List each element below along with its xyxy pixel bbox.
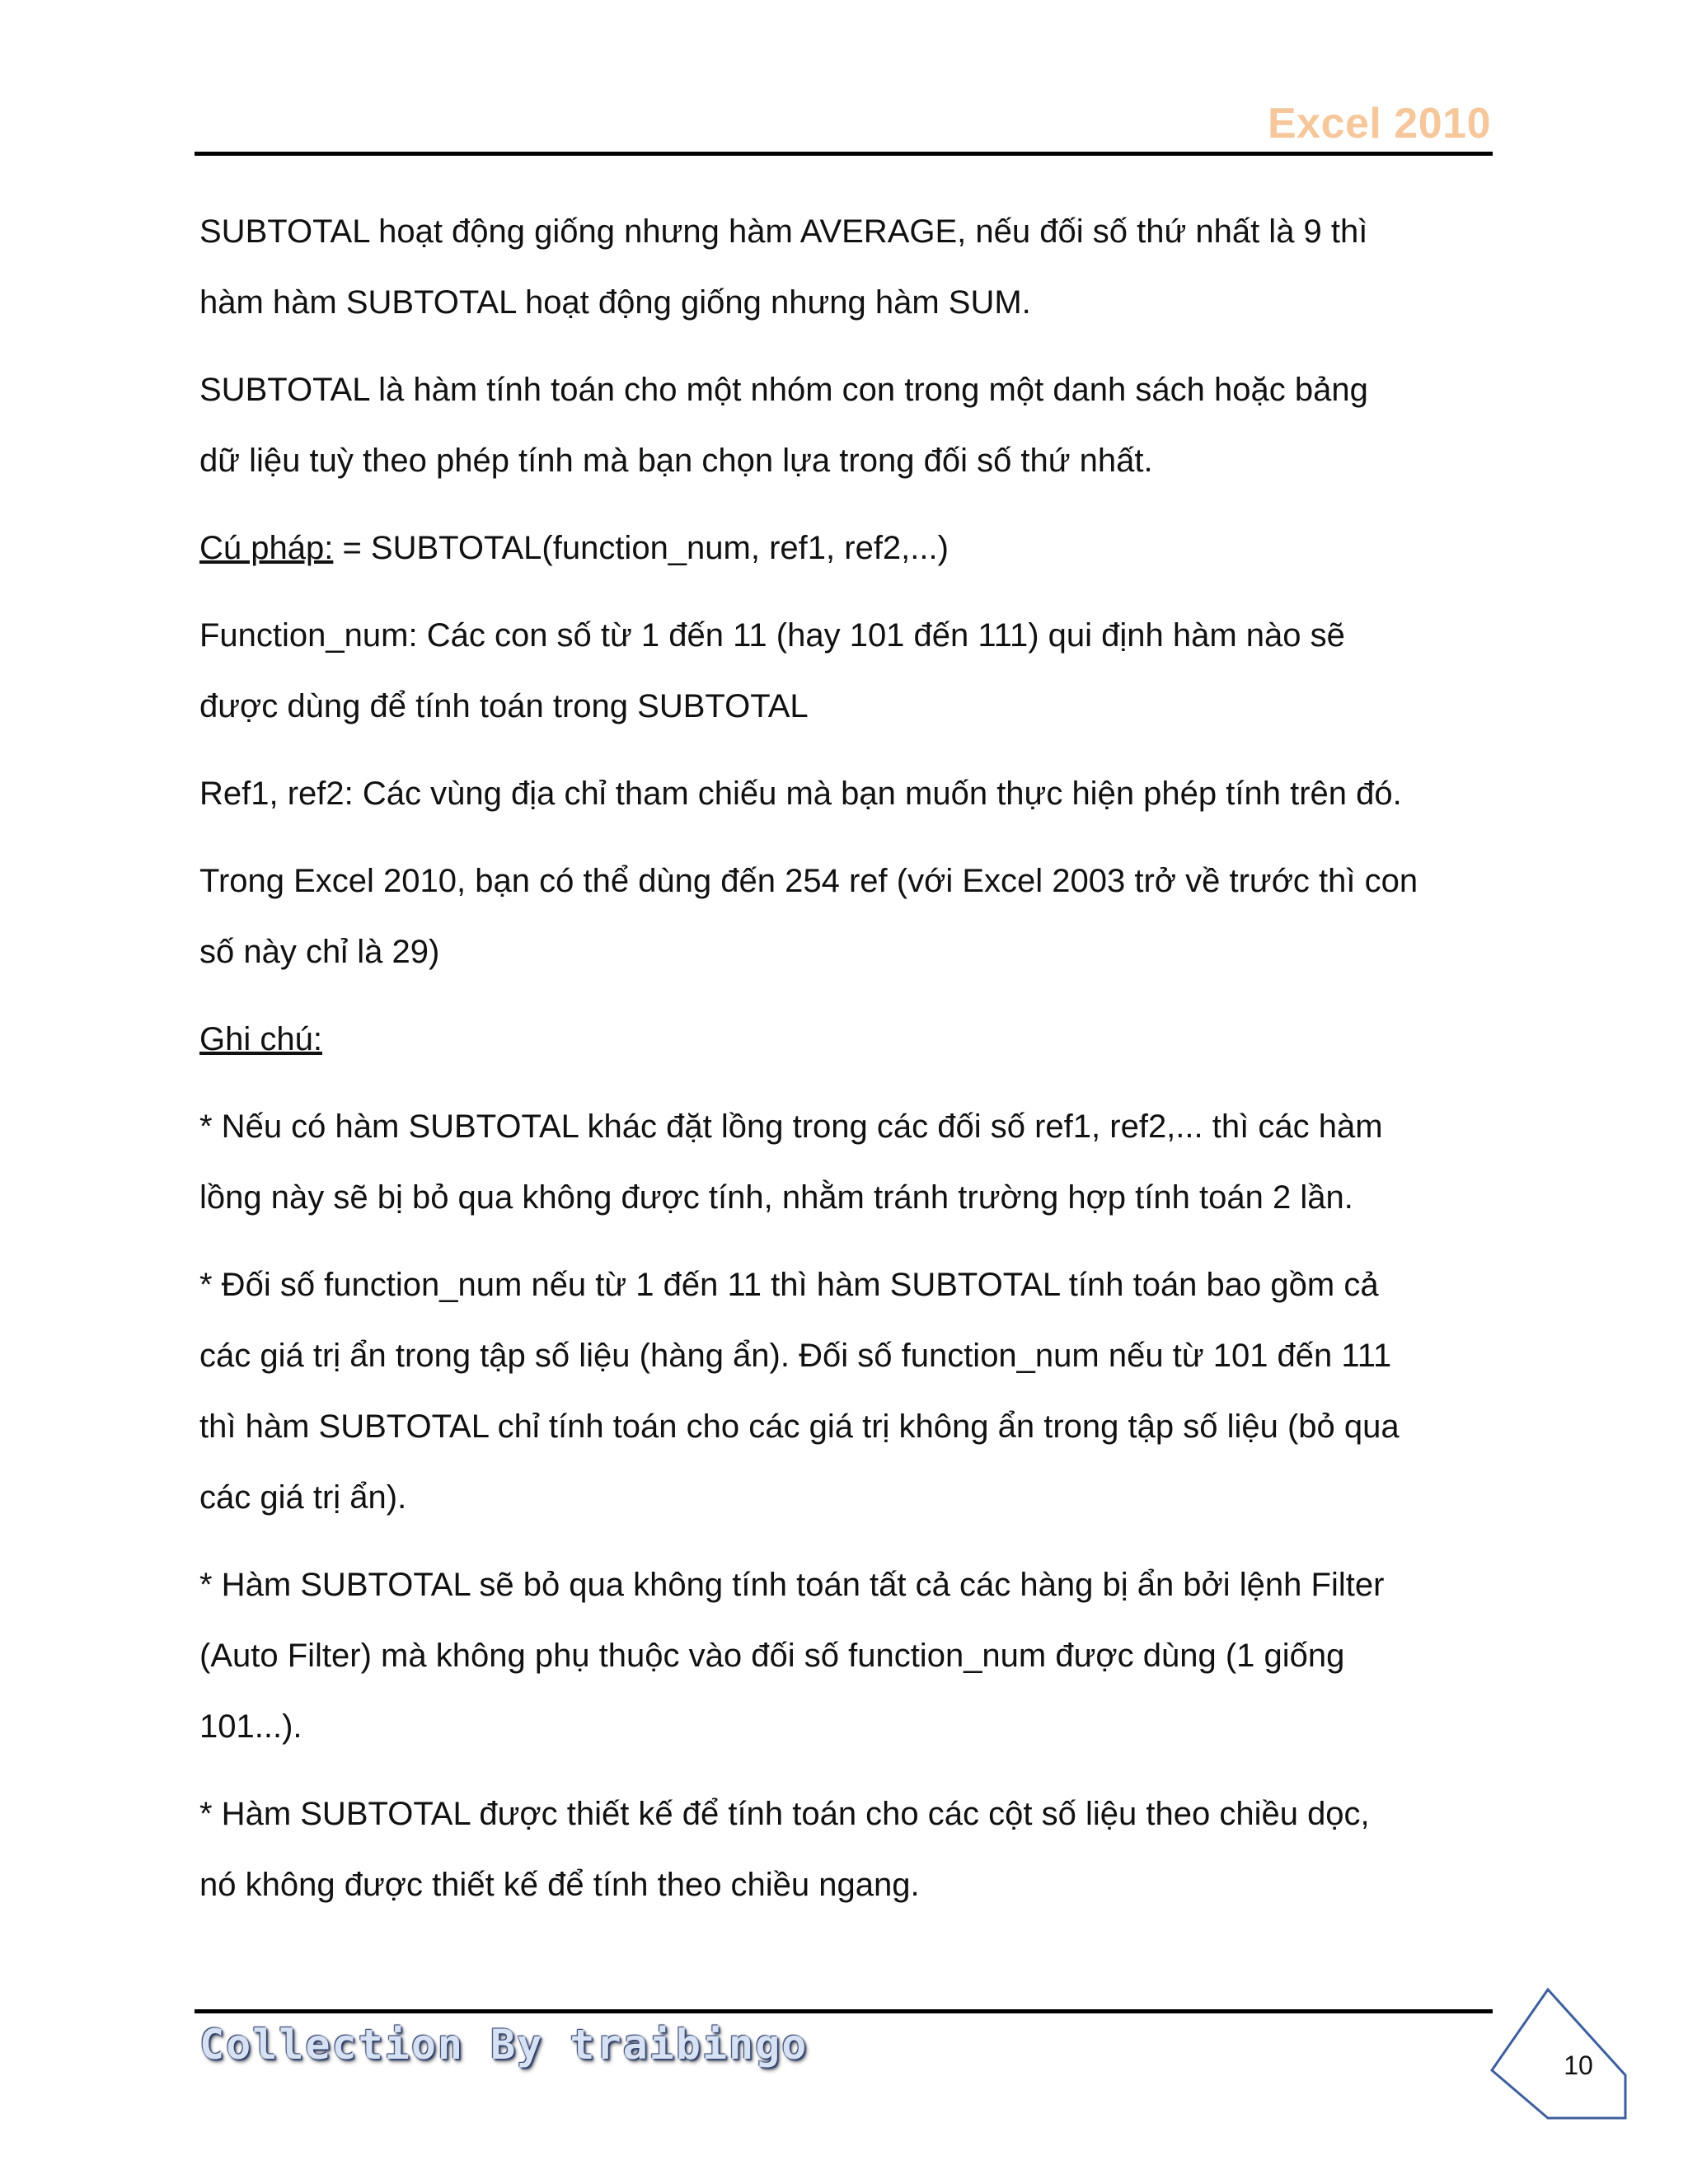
syntax-label: Cú pháp: — [199, 530, 334, 566]
paragraph-subtotal-average — [199, 196, 1502, 338]
text-line: dữ liệu tuỳ theo phép tính mà bạn chọn lựa trong đối số thứ nhất. — [199, 443, 1153, 479]
text-line: * Đối số function_num nếu từ 1 đến 11 thì hàm SUBTOTAL tính toán bao gồm cả — [199, 1267, 1379, 1303]
paragraph-notes-heading — [199, 1004, 1502, 1075]
header-divider — [195, 152, 1493, 156]
paragraph-refs — [199, 758, 1502, 829]
text-line: (Auto Filter) mà không phụ thuộc vào đối số function_num được dùng (1 giống — [199, 1638, 1345, 1674]
note-vertical — [199, 1779, 1502, 1920]
text-line: Function_num: Các con số từ 1 đến 11 (hay 101 đến 111) qui định hàm nào sẽ — [199, 617, 1345, 654]
paragraph-ref-limit — [199, 846, 1502, 987]
paragraph-syntax — [199, 513, 1502, 583]
page-number: 10 — [1564, 2050, 1593, 2080]
paragraph-subtotal-definition — [199, 354, 1502, 496]
text-line: SUBTOTAL hoạt động giống nhưng hàm AVERAGE, nếu đối số thứ nhất là 9 thì — [199, 213, 1368, 250]
note-filter — [199, 1549, 1502, 1762]
text-line: các giá trị ẩn). — [199, 1479, 407, 1516]
body-text — [199, 196, 1502, 1937]
text-line: thì hàm SUBTOTAL chỉ tính toán cho các giá trị không ẩn trong tập số liệu (bỏ qua — [199, 1408, 1400, 1445]
text-line: được dùng để tính toán trong SUBTOTAL — [199, 688, 809, 724]
note-nested-subtotal — [199, 1091, 1502, 1233]
text-line: hàm hàm SUBTOTAL hoạt động giống nhưng hàm SUM. — [199, 284, 1031, 321]
text-line: Trong Excel 2010, bạn có thể dùng đến 254 ref (với Excel 2003 trở về trước thì con — [199, 863, 1418, 899]
text-line — [199, 1004, 1502, 1075]
text-line: nó không được thiết kế để tính theo chiều ngang. — [199, 1867, 920, 1903]
text-line: SUBTOTAL là hàm tính toán cho một nhóm con trong một danh sách hoặc bảng — [199, 372, 1368, 408]
footer-divider — [195, 2009, 1493, 2013]
paragraph-function-num — [199, 600, 1502, 742]
text-line: * Nếu có hàm SUBTOTAL khác đặt lồng trong các đối số ref1, ref2,... thì các hàm — [199, 1108, 1383, 1145]
text-line: số này chỉ là 29) — [199, 934, 440, 970]
note-hidden-values — [199, 1249, 1502, 1533]
text-line: Ref1, ref2: Các vùng địa chỉ tham chiếu mà bạn muốn thực hiện phép tính trên đó. — [199, 776, 1402, 812]
text-line: * Hàm SUBTOTAL được thiết kế để tính toán cho các cột số liệu theo chiều dọc, — [199, 1796, 1370, 1832]
text-line: 101...). — [199, 1708, 302, 1745]
header-title: Excel 2010 — [1267, 100, 1491, 148]
notes-heading: Ghi chú: — [199, 1021, 322, 1057]
text-line — [199, 513, 1502, 583]
text-line: * Hàm SUBTOTAL sẽ bỏ qua không tính toán tất cả các hàng bị ẩn bởi lệnh Filter — [199, 1567, 1385, 1603]
syntax-formula: = SUBTOTAL(function_num, ref1, ref2,...) — [333, 530, 949, 566]
text-line: lồng này sẽ bị bỏ qua không được tính, nhằm tránh trường hợp tính toán 2 lần. — [199, 1179, 1353, 1216]
text-line: các giá trị ẩn trong tập số liệu (hàng ẩn). Đối số function_num nếu từ 101 đến 111 — [199, 1338, 1392, 1374]
footer-brand: Collection By traibingo — [199, 2021, 809, 2069]
